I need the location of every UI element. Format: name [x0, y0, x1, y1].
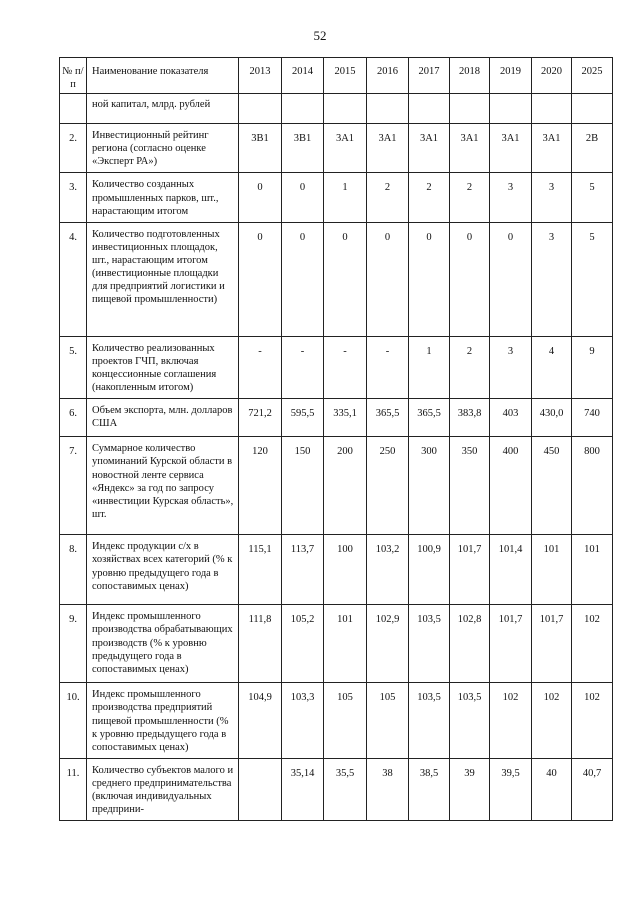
value-cell-2014: 105,2 — [282, 605, 324, 683]
value-cell-2019: 101,7 — [490, 605, 532, 683]
value-cell-2013: 111,8 — [239, 605, 282, 683]
value-cell-2025 — [572, 94, 613, 124]
value-cell-2025: 5 — [572, 222, 613, 336]
indicator-name: Количество реализованных проектов ГЧП, включая концессионные соглашения (накопленным итогом) — [87, 336, 239, 399]
value-cell-2020: 101,7 — [532, 605, 572, 683]
value-cell-2025: 102 — [572, 683, 613, 759]
table-row — [60, 222, 613, 336]
table-header-row — [60, 58, 613, 94]
value-cell-2020: 102 — [532, 683, 572, 759]
indicator-name: Индекс продукции с/х в хозяйствах всех категорий (% к уровню предыдущего года в сопоставимых ценах) — [87, 535, 239, 605]
value-cell-2017: 103,5 — [409, 683, 450, 759]
header-year-2014: 2014 — [282, 58, 324, 94]
indicator-name: Индекс промышленного производства предприятий пищевой промышленности (% к уровню предыдущего года в сопоставимых ценах) — [87, 683, 239, 759]
value-cell-2019: 3 — [490, 173, 532, 222]
value-cell-2013: 0 — [239, 222, 282, 336]
row-number — [60, 94, 87, 124]
value-cell-2014: 35,14 — [282, 758, 324, 821]
value-cell-2020: 3 — [532, 173, 572, 222]
value-cell-2015: 35,5 — [324, 758, 367, 821]
header-year-2025: 2025 — [572, 58, 613, 94]
value-cell-2016: 103,2 — [367, 535, 409, 605]
indicator-name: Количество субъектов малого и среднего предпринимательства (включая индивидуальных предприни- — [87, 758, 239, 821]
header-year-2019: 2019 — [490, 58, 532, 94]
value-cell-2017 — [409, 94, 450, 124]
value-cell-2015: - — [324, 336, 367, 399]
value-cell-2017: 300 — [409, 437, 450, 535]
indicator-name: ной капитал, млрд. рублей — [87, 94, 239, 124]
value-cell-2019: 102 — [490, 683, 532, 759]
value-cell-2019: 400 — [490, 437, 532, 535]
value-cell-2016: 2 — [367, 173, 409, 222]
value-cell-2013 — [239, 94, 282, 124]
indicators-table — [59, 57, 613, 821]
value-cell-2015: 105 — [324, 683, 367, 759]
value-cell-2013: 104,9 — [239, 683, 282, 759]
row-number: 7. — [60, 437, 87, 535]
value-cell-2025: 5 — [572, 173, 613, 222]
indicator-name: Количество созданных промышленных парков, шт., нарастающим итогом — [87, 173, 239, 222]
value-cell-2015: 101 — [324, 605, 367, 683]
value-cell-2018: 3A1 — [450, 124, 490, 173]
value-cell-2018: 0 — [450, 222, 490, 336]
value-cell-2018: 350 — [450, 437, 490, 535]
row-number: 10. — [60, 683, 87, 759]
table-row — [60, 173, 613, 222]
value-cell-2018: 101,7 — [450, 535, 490, 605]
value-cell-2016: 3A1 — [367, 124, 409, 173]
row-number: 6. — [60, 399, 87, 437]
value-cell-2018: 2 — [450, 173, 490, 222]
table-row — [60, 124, 613, 173]
value-cell-2017: 103,5 — [409, 605, 450, 683]
value-cell-2013: 721,2 — [239, 399, 282, 437]
header-year-2017: 2017 — [409, 58, 450, 94]
value-cell-2015 — [324, 94, 367, 124]
value-cell-2016: 250 — [367, 437, 409, 535]
value-cell-2018: 103,5 — [450, 683, 490, 759]
header-year-2013: 2013 — [239, 58, 282, 94]
value-cell-2019: 0 — [490, 222, 532, 336]
value-cell-2019: 403 — [490, 399, 532, 437]
value-cell-2017: 0 — [409, 222, 450, 336]
value-cell-2018 — [450, 94, 490, 124]
row-number: 9. — [60, 605, 87, 683]
value-cell-2016: 0 — [367, 222, 409, 336]
value-cell-2014: 3B1 — [282, 124, 324, 173]
value-cell-2014: 113,7 — [282, 535, 324, 605]
row-number: 2. — [60, 124, 87, 173]
value-cell-2017: 2 — [409, 173, 450, 222]
table-row — [60, 437, 613, 535]
value-cell-2020: 40 — [532, 758, 572, 821]
value-cell-2020: 3 — [532, 222, 572, 336]
table-row — [60, 535, 613, 605]
value-cell-2017: 3A1 — [409, 124, 450, 173]
indicator-name: Инвестиционный рейтинг региона (согласно оценке «Эксперт РА») — [87, 124, 239, 173]
row-number: 5. — [60, 336, 87, 399]
header-year-2016: 2016 — [367, 58, 409, 94]
value-cell-2013: 115,1 — [239, 535, 282, 605]
indicator-name: Объем экспорта, млн. долларов США — [87, 399, 239, 437]
value-cell-2020: 3A1 — [532, 124, 572, 173]
value-cell-2017: 100,9 — [409, 535, 450, 605]
value-cell-2017: 365,5 — [409, 399, 450, 437]
value-cell-2016: 105 — [367, 683, 409, 759]
value-cell-2013: 3B1 — [239, 124, 282, 173]
value-cell-2018: 2 — [450, 336, 490, 399]
value-cell-2014: 150 — [282, 437, 324, 535]
table-row — [60, 336, 613, 399]
value-cell-2025: 800 — [572, 437, 613, 535]
row-number: 11. — [60, 758, 87, 821]
value-cell-2013: 0 — [239, 173, 282, 222]
value-cell-2025: 101 — [572, 535, 613, 605]
value-cell-2016: - — [367, 336, 409, 399]
value-cell-2019: 3 — [490, 336, 532, 399]
indicator-name: Индекс промышленного производства обрабатывающих производств (% к уровню предыдущего года в сопоставимых ценах) — [87, 605, 239, 683]
value-cell-2017: 1 — [409, 336, 450, 399]
value-cell-2015: 200 — [324, 437, 367, 535]
value-cell-2018: 102,8 — [450, 605, 490, 683]
table-row — [60, 605, 613, 683]
value-cell-2020 — [532, 94, 572, 124]
value-cell-2018: 383,8 — [450, 399, 490, 437]
value-cell-2019: 3A1 — [490, 124, 532, 173]
value-cell-2016: 102,9 — [367, 605, 409, 683]
value-cell-2014: - — [282, 336, 324, 399]
value-cell-2025: 740 — [572, 399, 613, 437]
indicator-name: Количество подготовленных инвестиционных площадок, шт., нарастающим итогом (инвестиционные площадки для предприятий логистики и пищевой промышленности) — [87, 222, 239, 336]
table-body — [60, 94, 613, 821]
page-number: 52 — [313, 28, 327, 43]
table-row — [60, 94, 613, 124]
value-cell-2019: 101,4 — [490, 535, 532, 605]
value-cell-2018: 39 — [450, 758, 490, 821]
header-name: Наименование показателя — [87, 58, 239, 94]
table-row — [60, 683, 613, 759]
value-cell-2025: 102 — [572, 605, 613, 683]
value-cell-2015: 1 — [324, 173, 367, 222]
value-cell-2025: 2B — [572, 124, 613, 173]
value-cell-2015: 100 — [324, 535, 367, 605]
value-cell-2025: 9 — [572, 336, 613, 399]
value-cell-2019: 39,5 — [490, 758, 532, 821]
value-cell-2014: 0 — [282, 173, 324, 222]
value-cell-2014 — [282, 94, 324, 124]
row-number: 4. — [60, 222, 87, 336]
value-cell-2020: 101 — [532, 535, 572, 605]
value-cell-2015: 335,1 — [324, 399, 367, 437]
value-cell-2013 — [239, 758, 282, 821]
header-num: № п/п — [60, 58, 87, 94]
header-year-2018: 2018 — [450, 58, 490, 94]
indicator-name: Суммарное количество упоминаний Курской области в новостной ленте сервиса «Яндекс» за год по запросу «инвестиции Курская область», шт. — [87, 437, 239, 535]
row-number: 8. — [60, 535, 87, 605]
value-cell-2015: 0 — [324, 222, 367, 336]
value-cell-2016: 38 — [367, 758, 409, 821]
value-cell-2014: 103,3 — [282, 683, 324, 759]
value-cell-2016 — [367, 94, 409, 124]
value-cell-2020: 4 — [532, 336, 572, 399]
value-cell-2013: 120 — [239, 437, 282, 535]
value-cell-2020: 450 — [532, 437, 572, 535]
value-cell-2013: - — [239, 336, 282, 399]
table-row — [60, 758, 613, 821]
header-year-2015: 2015 — [324, 58, 367, 94]
value-cell-2014: 595,5 — [282, 399, 324, 437]
value-cell-2016: 365,5 — [367, 399, 409, 437]
value-cell-2015: 3A1 — [324, 124, 367, 173]
value-cell-2020: 430,0 — [532, 399, 572, 437]
table-row — [60, 399, 613, 437]
value-cell-2019 — [490, 94, 532, 124]
header-year-2020: 2020 — [532, 58, 572, 94]
row-number: 3. — [60, 173, 87, 222]
value-cell-2025: 40,7 — [572, 758, 613, 821]
value-cell-2014: 0 — [282, 222, 324, 336]
value-cell-2017: 38,5 — [409, 758, 450, 821]
